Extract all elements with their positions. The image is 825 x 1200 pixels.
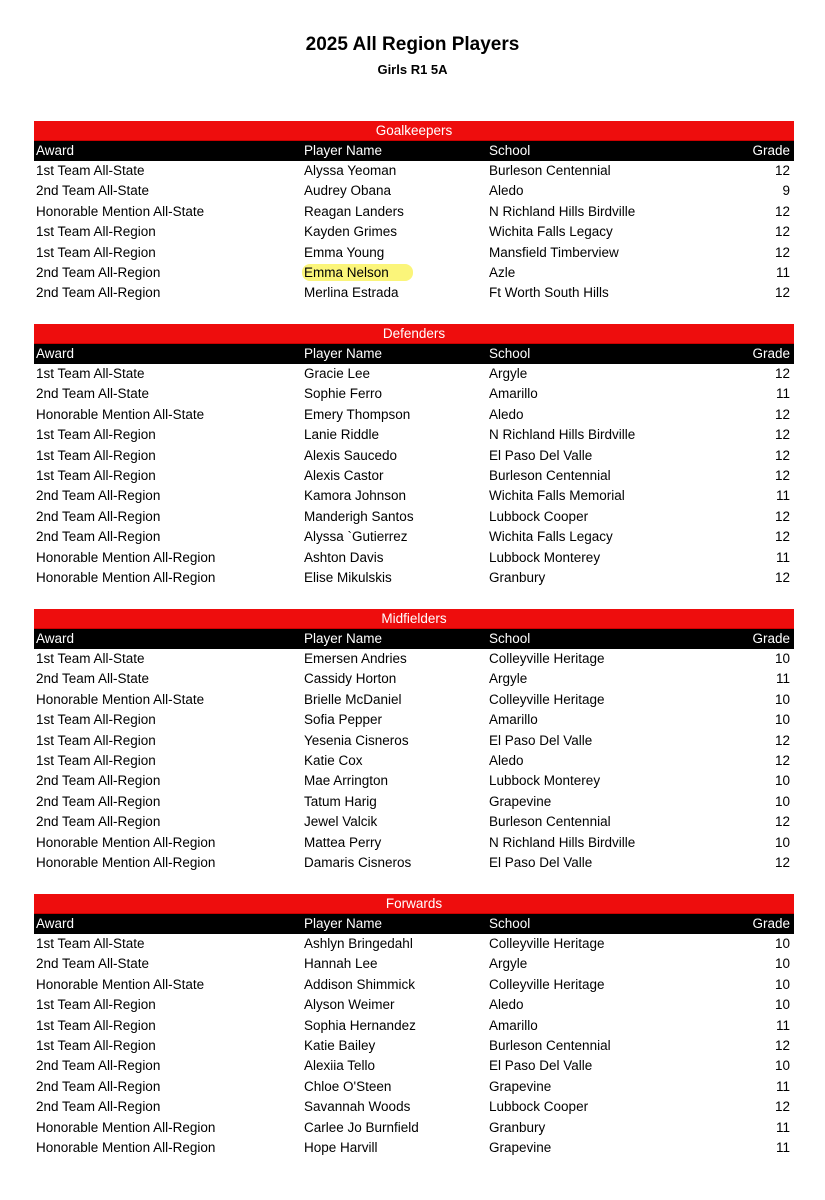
grade-cell: 10 bbox=[774, 997, 790, 1013]
player-name-cell bbox=[304, 181, 489, 201]
column-header-grade: Grade bbox=[752, 143, 790, 158]
award-cell: Honorable Mention All-Region bbox=[36, 1139, 216, 1155]
school-cell: Burleson Centennial bbox=[489, 163, 611, 178]
table-row bbox=[34, 751, 794, 771]
player-name-cell bbox=[304, 1118, 489, 1138]
award-cell: 1st Team All-State bbox=[36, 936, 145, 951]
table-row bbox=[34, 1118, 794, 1138]
player-name-cell bbox=[304, 833, 489, 853]
school-cell: El Paso Del Valle bbox=[489, 447, 593, 463]
player-name-cell bbox=[304, 751, 489, 771]
player-name: Brielle McDaniel bbox=[304, 691, 402, 707]
school-cell: N Richland Hills Birdville bbox=[489, 427, 636, 443]
grade-cell: 10 bbox=[774, 773, 790, 789]
player-name-cell bbox=[304, 486, 489, 506]
table-header-row bbox=[34, 141, 794, 161]
player-name-cell bbox=[304, 243, 489, 263]
school-cell: Argyle bbox=[489, 956, 528, 972]
player-name: Ashton Davis bbox=[304, 549, 384, 565]
player-name-cell bbox=[304, 853, 489, 873]
column-header-school: School bbox=[489, 143, 531, 158]
player-name-cell bbox=[304, 1097, 489, 1117]
player-name: Audrey Obana bbox=[304, 183, 392, 199]
player-name: Savannah Woods bbox=[304, 1099, 411, 1115]
player-name: Hannah Lee bbox=[304, 956, 378, 972]
award-cell: 1st Team All-Region bbox=[36, 997, 156, 1013]
school-cell: El Paso Del Valle bbox=[489, 732, 593, 748]
player-name: Hope Harvill bbox=[304, 1139, 378, 1155]
player-name: Ashlyn Bringedahl bbox=[304, 936, 413, 951]
school-cell: Colleyville Heritage bbox=[489, 691, 605, 707]
school-cell: Burleson Centennial bbox=[489, 814, 611, 830]
table-header-row bbox=[34, 344, 794, 364]
player-name-cell bbox=[304, 446, 489, 466]
grade-cell: 10 bbox=[774, 1058, 790, 1074]
award-cell: 1st Team All-Region bbox=[36, 712, 156, 728]
table-row bbox=[34, 690, 794, 710]
grade-cell: 11 bbox=[775, 1078, 790, 1094]
table-row bbox=[34, 710, 794, 730]
column-header-player: Player Name bbox=[304, 143, 383, 158]
player-name: Tatum Harig bbox=[304, 793, 377, 809]
grade-cell: 12 bbox=[774, 467, 790, 483]
award-cell: 1st Team All-Region bbox=[36, 732, 156, 748]
award-cell: 2nd Team All-Region bbox=[36, 793, 161, 809]
table-row bbox=[34, 1056, 794, 1076]
table-row bbox=[34, 812, 794, 832]
award-cell: 2nd Team All-Region bbox=[36, 814, 161, 830]
school-cell: El Paso Del Valle bbox=[489, 1058, 593, 1074]
award-cell: 2nd Team All-State bbox=[36, 671, 150, 687]
column-header-grade: Grade bbox=[752, 631, 790, 646]
award-cell: 2nd Team All-Region bbox=[36, 529, 161, 545]
grade-cell: 11 bbox=[775, 671, 790, 687]
school-cell: Aledo bbox=[489, 752, 524, 768]
school-cell: Aledo bbox=[489, 183, 524, 199]
player-name-cell bbox=[304, 425, 489, 445]
player-name: Merlina Estrada bbox=[304, 285, 399, 301]
table-row bbox=[34, 446, 794, 466]
player-name: Addison Shimmick bbox=[304, 976, 416, 992]
grade-cell: 12 bbox=[774, 447, 790, 463]
player-name-cell bbox=[304, 548, 489, 568]
school-cell: Wichita Falls Legacy bbox=[489, 529, 613, 545]
grade-cell: 10 bbox=[774, 691, 790, 707]
school-cell: Burleson Centennial bbox=[489, 467, 611, 483]
award-cell: 2nd Team All-Region bbox=[36, 264, 161, 280]
grade-cell: 10 bbox=[774, 793, 790, 809]
award-cell: 2nd Team All-State bbox=[36, 956, 150, 972]
grade-cell: 12 bbox=[774, 224, 790, 240]
award-cell: 2nd Team All-State bbox=[36, 183, 150, 199]
player-name: Damaris Cisneros bbox=[304, 854, 412, 870]
table-row bbox=[34, 669, 794, 689]
player-name: Katie Bailey bbox=[304, 1037, 376, 1053]
school-cell: Amarillo bbox=[489, 1017, 538, 1033]
grade-cell: 10 bbox=[774, 712, 790, 728]
grade-cell: 11 bbox=[775, 549, 790, 565]
award-cell: 2nd Team All-Region bbox=[36, 1099, 161, 1115]
player-name: Lanie Riddle bbox=[304, 427, 380, 443]
player-name: Carlee Jo Burnfield bbox=[304, 1119, 419, 1135]
player-name-cell bbox=[304, 222, 489, 242]
award-cell: Honorable Mention All-State bbox=[36, 203, 205, 219]
player-name: Alyssa Yeoman bbox=[304, 163, 397, 178]
table-row bbox=[34, 548, 794, 568]
award-cell: Honorable Mention All-Region bbox=[36, 549, 216, 565]
table-row bbox=[34, 833, 794, 853]
award-cell: 1st Team All-Region bbox=[36, 1017, 156, 1033]
grade-cell: 12 bbox=[774, 569, 790, 585]
column-header-school: School bbox=[489, 631, 531, 646]
school-cell: Argyle bbox=[489, 671, 528, 687]
column-header-award: Award bbox=[36, 916, 75, 931]
award-cell: 1st Team All-Region bbox=[36, 1037, 156, 1053]
player-name-cell bbox=[304, 202, 489, 222]
grade-cell: 12 bbox=[774, 752, 790, 768]
section-title: Defenders bbox=[34, 324, 794, 344]
section-midfielders bbox=[34, 609, 794, 873]
grade-cell: 12 bbox=[774, 732, 790, 748]
player-name: Alexiia Tello bbox=[304, 1058, 376, 1074]
award-cell: 1st Team All-State bbox=[36, 651, 145, 666]
player-name: Alexis Castor bbox=[304, 467, 384, 483]
grade-cell: 10 bbox=[774, 651, 790, 666]
player-name-cell bbox=[304, 731, 489, 751]
table-row bbox=[34, 263, 794, 283]
award-cell: 1st Team All-Region bbox=[36, 427, 156, 443]
school-cell: Wichita Falls Memorial bbox=[489, 488, 625, 504]
award-cell: 1st Team All-Region bbox=[36, 467, 156, 483]
column-header-award: Award bbox=[36, 631, 75, 646]
player-name-cell bbox=[304, 792, 489, 812]
grade-cell: 12 bbox=[774, 244, 790, 260]
table-row bbox=[34, 202, 794, 222]
award-cell: Honorable Mention All-Region bbox=[36, 854, 216, 870]
page-title: 2025 All Region Players bbox=[305, 34, 520, 55]
grade-cell: 12 bbox=[774, 814, 790, 830]
table-row bbox=[34, 792, 794, 812]
table-row bbox=[34, 1036, 794, 1056]
school-cell: Grapevine bbox=[489, 1078, 552, 1094]
school-cell: Colleyville Heritage bbox=[489, 651, 605, 666]
section-forwards bbox=[34, 894, 794, 1158]
player-name-cell bbox=[304, 405, 489, 425]
player-name: Sofia Pepper bbox=[304, 712, 383, 728]
grade-cell: 11 bbox=[775, 386, 790, 402]
school-cell: Ft Worth South Hills bbox=[489, 285, 609, 301]
grade-cell: 12 bbox=[774, 854, 790, 870]
player-name: Cassidy Horton bbox=[304, 671, 397, 687]
school-cell: Lubbock Monterey bbox=[489, 549, 601, 565]
player-name-cell bbox=[304, 812, 489, 832]
player-name: Elise Mikulskis bbox=[304, 569, 392, 585]
player-name: Sophia Hernandez bbox=[304, 1017, 416, 1033]
player-name-cell bbox=[304, 263, 489, 283]
grade-cell: 11 bbox=[775, 264, 790, 280]
table-row bbox=[34, 486, 794, 506]
player-name-cell bbox=[304, 283, 489, 303]
column-header-player: Player Name bbox=[304, 916, 383, 931]
player-name: Alexis Saucedo bbox=[304, 447, 398, 463]
table-row bbox=[34, 405, 794, 425]
player-name-cell bbox=[304, 995, 489, 1015]
grade-cell: 11 bbox=[775, 1119, 790, 1135]
school-cell: Burleson Centennial bbox=[489, 1037, 611, 1053]
award-cell: 2nd Team All-Region bbox=[36, 1078, 161, 1094]
school-cell: Granbury bbox=[489, 1119, 546, 1135]
player-name-cell bbox=[304, 975, 489, 995]
column-header-school: School bbox=[489, 916, 531, 931]
school-cell: Aledo bbox=[489, 997, 524, 1013]
section-title: Goalkeepers bbox=[34, 121, 794, 141]
grade-cell: 12 bbox=[774, 203, 790, 219]
grade-cell: 11 bbox=[775, 1139, 790, 1155]
school-cell: Grapevine bbox=[489, 1139, 552, 1155]
school-cell: Colleyville Heritage bbox=[489, 976, 605, 992]
table-row bbox=[34, 283, 794, 303]
table-row bbox=[34, 1097, 794, 1117]
grade-cell: 12 bbox=[774, 366, 790, 381]
table-row bbox=[34, 243, 794, 263]
column-header-grade: Grade bbox=[752, 916, 790, 931]
school-cell: Wichita Falls Legacy bbox=[489, 224, 613, 240]
section-goalkeepers bbox=[34, 121, 794, 304]
grade-cell: 11 bbox=[775, 488, 790, 504]
school-cell: Grapevine bbox=[489, 793, 552, 809]
player-name: Katie Cox bbox=[304, 752, 363, 768]
school-cell: Colleyville Heritage bbox=[489, 936, 605, 951]
player-name-cell bbox=[304, 1138, 489, 1158]
table-row bbox=[34, 507, 794, 527]
grade-cell: 12 bbox=[774, 1099, 790, 1115]
player-name-cell bbox=[304, 669, 489, 689]
table-row bbox=[34, 853, 794, 873]
table-row bbox=[34, 649, 794, 669]
column-header-school: School bbox=[489, 346, 531, 361]
player-name-cell bbox=[304, 507, 489, 527]
player-name-cell bbox=[304, 710, 489, 730]
school-cell: Amarillo bbox=[489, 712, 538, 728]
award-cell: Honorable Mention All-Region bbox=[36, 1119, 216, 1135]
player-name-cell bbox=[304, 527, 489, 547]
school-cell: Lubbock Cooper bbox=[489, 508, 589, 524]
player-name-cell bbox=[304, 649, 489, 669]
table-row bbox=[34, 425, 794, 445]
section-title: Midfielders bbox=[34, 609, 794, 629]
award-cell: 2nd Team All-State bbox=[36, 386, 150, 402]
player-name-cell bbox=[304, 1077, 489, 1097]
grade-cell: 10 bbox=[774, 834, 790, 850]
table-row bbox=[34, 364, 794, 384]
section-title: Forwards bbox=[34, 894, 794, 914]
player-name: Reagan Landers bbox=[304, 203, 404, 219]
player-name: Mae Arrington bbox=[304, 773, 389, 789]
table-row bbox=[34, 995, 794, 1015]
player-name-cell bbox=[304, 1056, 489, 1076]
school-cell: Aledo bbox=[489, 406, 524, 422]
column-header-award: Award bbox=[36, 346, 75, 361]
table-row bbox=[34, 161, 794, 181]
school-cell: Argyle bbox=[489, 366, 528, 381]
grade-cell: 10 bbox=[774, 936, 790, 951]
grade-cell: 12 bbox=[774, 163, 790, 178]
player-name: Emma Young bbox=[304, 244, 385, 260]
grade-cell: 12 bbox=[774, 508, 790, 524]
grade-cell: 11 bbox=[775, 1017, 790, 1033]
column-header-award: Award bbox=[36, 143, 75, 158]
table-header-row bbox=[34, 914, 794, 934]
table-row bbox=[34, 771, 794, 791]
player-name-cell bbox=[304, 161, 489, 181]
school-cell: Amarillo bbox=[489, 386, 538, 402]
table-row bbox=[34, 222, 794, 242]
award-cell: 1st Team All-Region bbox=[36, 244, 156, 260]
grade-cell: 10 bbox=[774, 956, 790, 972]
player-name: Kamora Johnson bbox=[304, 488, 407, 504]
award-cell: 2nd Team All-Region bbox=[36, 285, 161, 301]
award-cell: 1st Team All-State bbox=[36, 366, 145, 381]
table-row bbox=[34, 568, 794, 588]
award-cell: 2nd Team All-Region bbox=[36, 508, 161, 524]
player-name-cell bbox=[304, 934, 489, 954]
award-cell: 1st Team All-Region bbox=[36, 752, 156, 768]
table-row bbox=[34, 954, 794, 974]
table-row bbox=[34, 975, 794, 995]
table-row bbox=[34, 527, 794, 547]
grade-cell: 12 bbox=[774, 1037, 790, 1053]
table-row bbox=[34, 181, 794, 201]
section-defenders bbox=[34, 324, 794, 588]
player-name: Alyson Weimer bbox=[304, 997, 395, 1013]
school-cell: N Richland Hills Birdville bbox=[489, 203, 636, 219]
grade-cell: 10 bbox=[774, 976, 790, 992]
player-name: Alyssa `Gutierrez bbox=[304, 529, 408, 545]
column-header-player: Player Name bbox=[304, 631, 383, 646]
grade-cell: 12 bbox=[774, 427, 790, 443]
player-name: Emersen Andries bbox=[304, 651, 407, 666]
table-row bbox=[34, 731, 794, 751]
player-name-cell bbox=[304, 1036, 489, 1056]
grade-cell: 12 bbox=[774, 529, 790, 545]
player-name-cell bbox=[304, 954, 489, 974]
table-row bbox=[34, 466, 794, 486]
school-cell: N Richland Hills Birdville bbox=[489, 834, 636, 850]
table-row bbox=[34, 384, 794, 404]
award-cell: 2nd Team All-Region bbox=[36, 773, 161, 789]
column-header-player: Player Name bbox=[304, 346, 383, 361]
table-header-row bbox=[34, 629, 794, 649]
player-name: Mattea Perry bbox=[304, 834, 382, 850]
player-name-cell bbox=[304, 771, 489, 791]
player-name: Chloe O'Steen bbox=[304, 1078, 392, 1094]
player-name: Gracie Lee bbox=[304, 366, 371, 381]
player-name-cell bbox=[304, 384, 489, 404]
player-name-cell bbox=[304, 364, 489, 384]
table-row bbox=[34, 1016, 794, 1036]
player-name-cell bbox=[304, 690, 489, 710]
school-cell: Lubbock Cooper bbox=[489, 1099, 589, 1115]
table-row bbox=[34, 1138, 794, 1158]
award-cell: Honorable Mention All-State bbox=[36, 406, 205, 422]
award-cell: 2nd Team All-Region bbox=[36, 1058, 161, 1074]
award-cell: Honorable Mention All-Region bbox=[36, 569, 216, 585]
player-name-cell bbox=[304, 1016, 489, 1036]
award-cell: Honorable Mention All-State bbox=[36, 976, 205, 992]
grade-cell: 12 bbox=[774, 406, 790, 422]
player-name: Emery Thompson bbox=[304, 406, 411, 422]
table-row bbox=[34, 934, 794, 954]
column-header-grade: Grade bbox=[752, 346, 790, 361]
player-name-cell bbox=[304, 466, 489, 486]
page-subtitle: Girls R1 5A bbox=[377, 62, 448, 77]
school-cell: El Paso Del Valle bbox=[489, 854, 593, 870]
player-name: Yesenia Cisneros bbox=[304, 732, 409, 748]
award-cell: 1st Team All-State bbox=[36, 163, 145, 178]
award-cell: Honorable Mention All-Region bbox=[36, 834, 216, 850]
award-cell: 1st Team All-Region bbox=[36, 447, 156, 463]
school-cell: Azle bbox=[489, 264, 516, 280]
player-name: Sophie Ferro bbox=[304, 386, 383, 402]
player-name: Kayden Grimes bbox=[304, 224, 398, 240]
award-cell: 2nd Team All-Region bbox=[36, 488, 161, 504]
school-cell: Mansfield Timberview bbox=[489, 244, 619, 260]
player-name: Jewel Valcik bbox=[304, 814, 378, 830]
award-cell: 1st Team All-Region bbox=[36, 224, 156, 240]
player-name-cell bbox=[304, 568, 489, 588]
player-name: Manderigh Santos bbox=[304, 508, 414, 524]
highlighted-player-name: Emma Nelson bbox=[302, 264, 413, 281]
school-cell: Lubbock Monterey bbox=[489, 773, 601, 789]
grade-cell: 9 bbox=[782, 183, 790, 199]
table-row bbox=[34, 1077, 794, 1097]
grade-cell: 12 bbox=[774, 285, 790, 301]
award-cell: Honorable Mention All-State bbox=[36, 691, 205, 707]
school-cell: Granbury bbox=[489, 569, 546, 585]
